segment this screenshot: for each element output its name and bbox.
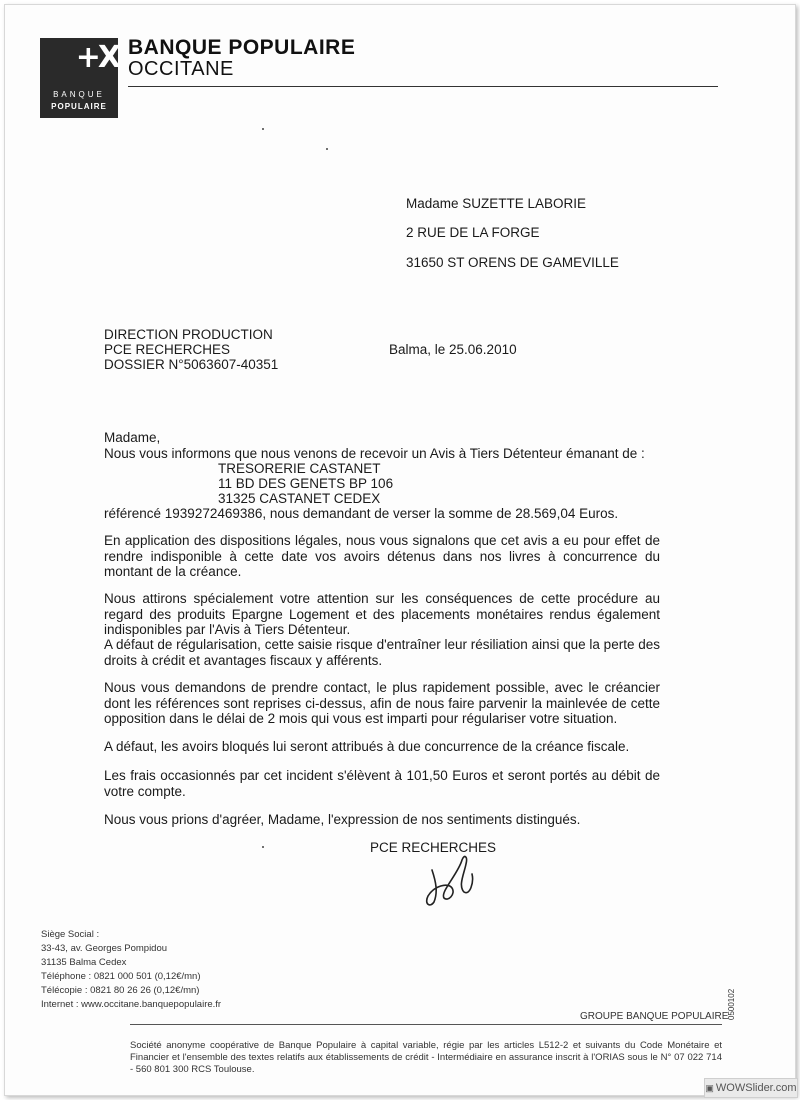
brand-region: OCCITANE — [128, 58, 234, 80]
scan-speck — [326, 148, 328, 150]
paragraph-attention: Nous attirons spécialement votre attention sur les conséquences de cette procédure au regard des produits Epargne Logement et des placements monétaires rendus également indisponibles par l'Avis à Tiers Détenteur. — [104, 591, 660, 637]
creditor-city: 31325 CASTANET CEDEX — [218, 491, 381, 506]
paragraph-default: A défaut, les avoirs bloqués lui seront attribués à due concurrence de la créance fiscale. — [104, 739, 630, 754]
reference-line: référencé 1939272469386, nous demandant de verser la somme de 28.569,04 Euros. — [104, 506, 619, 521]
signatory: PCE RECHERCHES — [370, 840, 497, 855]
hq-title: Siège Social : — [41, 929, 100, 940]
hq-city: 31135 Balma Cedex — [41, 957, 127, 968]
salutation: Madame, — [104, 430, 161, 445]
recipient-name: Madame SUZETTE LABORIE — [406, 196, 587, 211]
bank-logo — [40, 38, 118, 118]
watermark-badge — [704, 1078, 798, 1098]
form-code: 0500102 — [727, 988, 736, 1020]
sender-dossier: DOSSIER N°5063607-40351 — [104, 357, 279, 372]
sender-service: PCE RECHERCHES — [104, 342, 231, 357]
intro-paragraph: Nous vous informons que nous venons de recevoir un Avis à Tiers Détenteur émanant de : — [104, 446, 645, 461]
logo-symbol: +X — [75, 40, 118, 75]
paragraph-contact: Nous vous demandons de prendre contact, le plus rapidement possible, avec le créancier dont les références sont reprises ci-dessus, afin de nous faire parvenir la mainlevée de cette opposition dans le délai de 2 mois qui vous est imparti pour régulariser votre situation. — [104, 680, 660, 726]
header-divider — [128, 86, 718, 87]
watermark-text: WOWSlider.com — [715, 1082, 797, 1094]
brand-name: BANQUE POPULAIRE — [128, 36, 356, 59]
creditor-address: 11 BD DES GENETS BP 106 — [218, 476, 394, 491]
handwritten-signature — [418, 852, 488, 912]
legal-notice: Société anonyme coopérative de Banque Populaire à capital variable, régie par les articles L512-2 et suivants du Code Monétaire et Financier et l'ensemble des textes relatifs aux établissements de crédit - Intermédiaire en assurance inscrit à l'ORIAS sous le N° 07 022 714 - 560 801 300 RCS Toulouse. — [130, 1040, 722, 1075]
recipient-city: 31650 ST ORENS DE GAMEVILLE — [406, 255, 619, 270]
logo-text-banque: BANQUE — [53, 90, 105, 99]
group-label: GROUPE BANQUE POPULAIRE — [580, 1011, 729, 1022]
scan-speck — [262, 846, 264, 848]
scan-speck — [262, 128, 264, 130]
watermark-icon: ▣ — [705, 1083, 714, 1093]
logo-text-populaire: POPULAIRE — [51, 102, 107, 111]
hq-fax: Télécopie : 0821 80 26 26 (0,12€/mn) — [41, 985, 200, 996]
hq-street: 33-43, av. Georges Pompidou — [41, 943, 168, 954]
paragraph-fees: Les frais occasionnés par cet incident s'élèvent à 101,50 Euros et seront portés au débit de votre compte. — [104, 768, 660, 799]
hq-phone: Téléphone : 0821 000 501 (0,12€/mn) — [41, 971, 201, 982]
letter-date: Balma, le 25.06.2010 — [389, 342, 517, 357]
recipient-street: 2 RUE DE LA FORGE — [406, 225, 540, 240]
sender-department: DIRECTION PRODUCTION — [104, 327, 273, 342]
footer-divider — [130, 1024, 722, 1025]
paragraph-legal-effect: En application des dispositions légales, nous vous signalons que cet avis a eu pour effet de rendre indisponible à cette date vos avoirs détenus dans nos livres à concurrence du montant de la créance. — [104, 533, 660, 579]
closing-formula: Nous vous prions d'agréer, Madame, l'expression de nos sentiments distingués. — [104, 812, 581, 827]
creditor-name: TRESORERIE CASTANET — [218, 461, 381, 476]
paragraph-regularisation: A défaut de régularisation, cette saisie risque d'entraîner leur résiliation ainsi que la perte des droits à crédit et avantages fiscaux y afférents. — [104, 637, 660, 668]
hq-website-link[interactable]: Internet : www.occitane.banquepopulaire.fr — [41, 999, 222, 1010]
